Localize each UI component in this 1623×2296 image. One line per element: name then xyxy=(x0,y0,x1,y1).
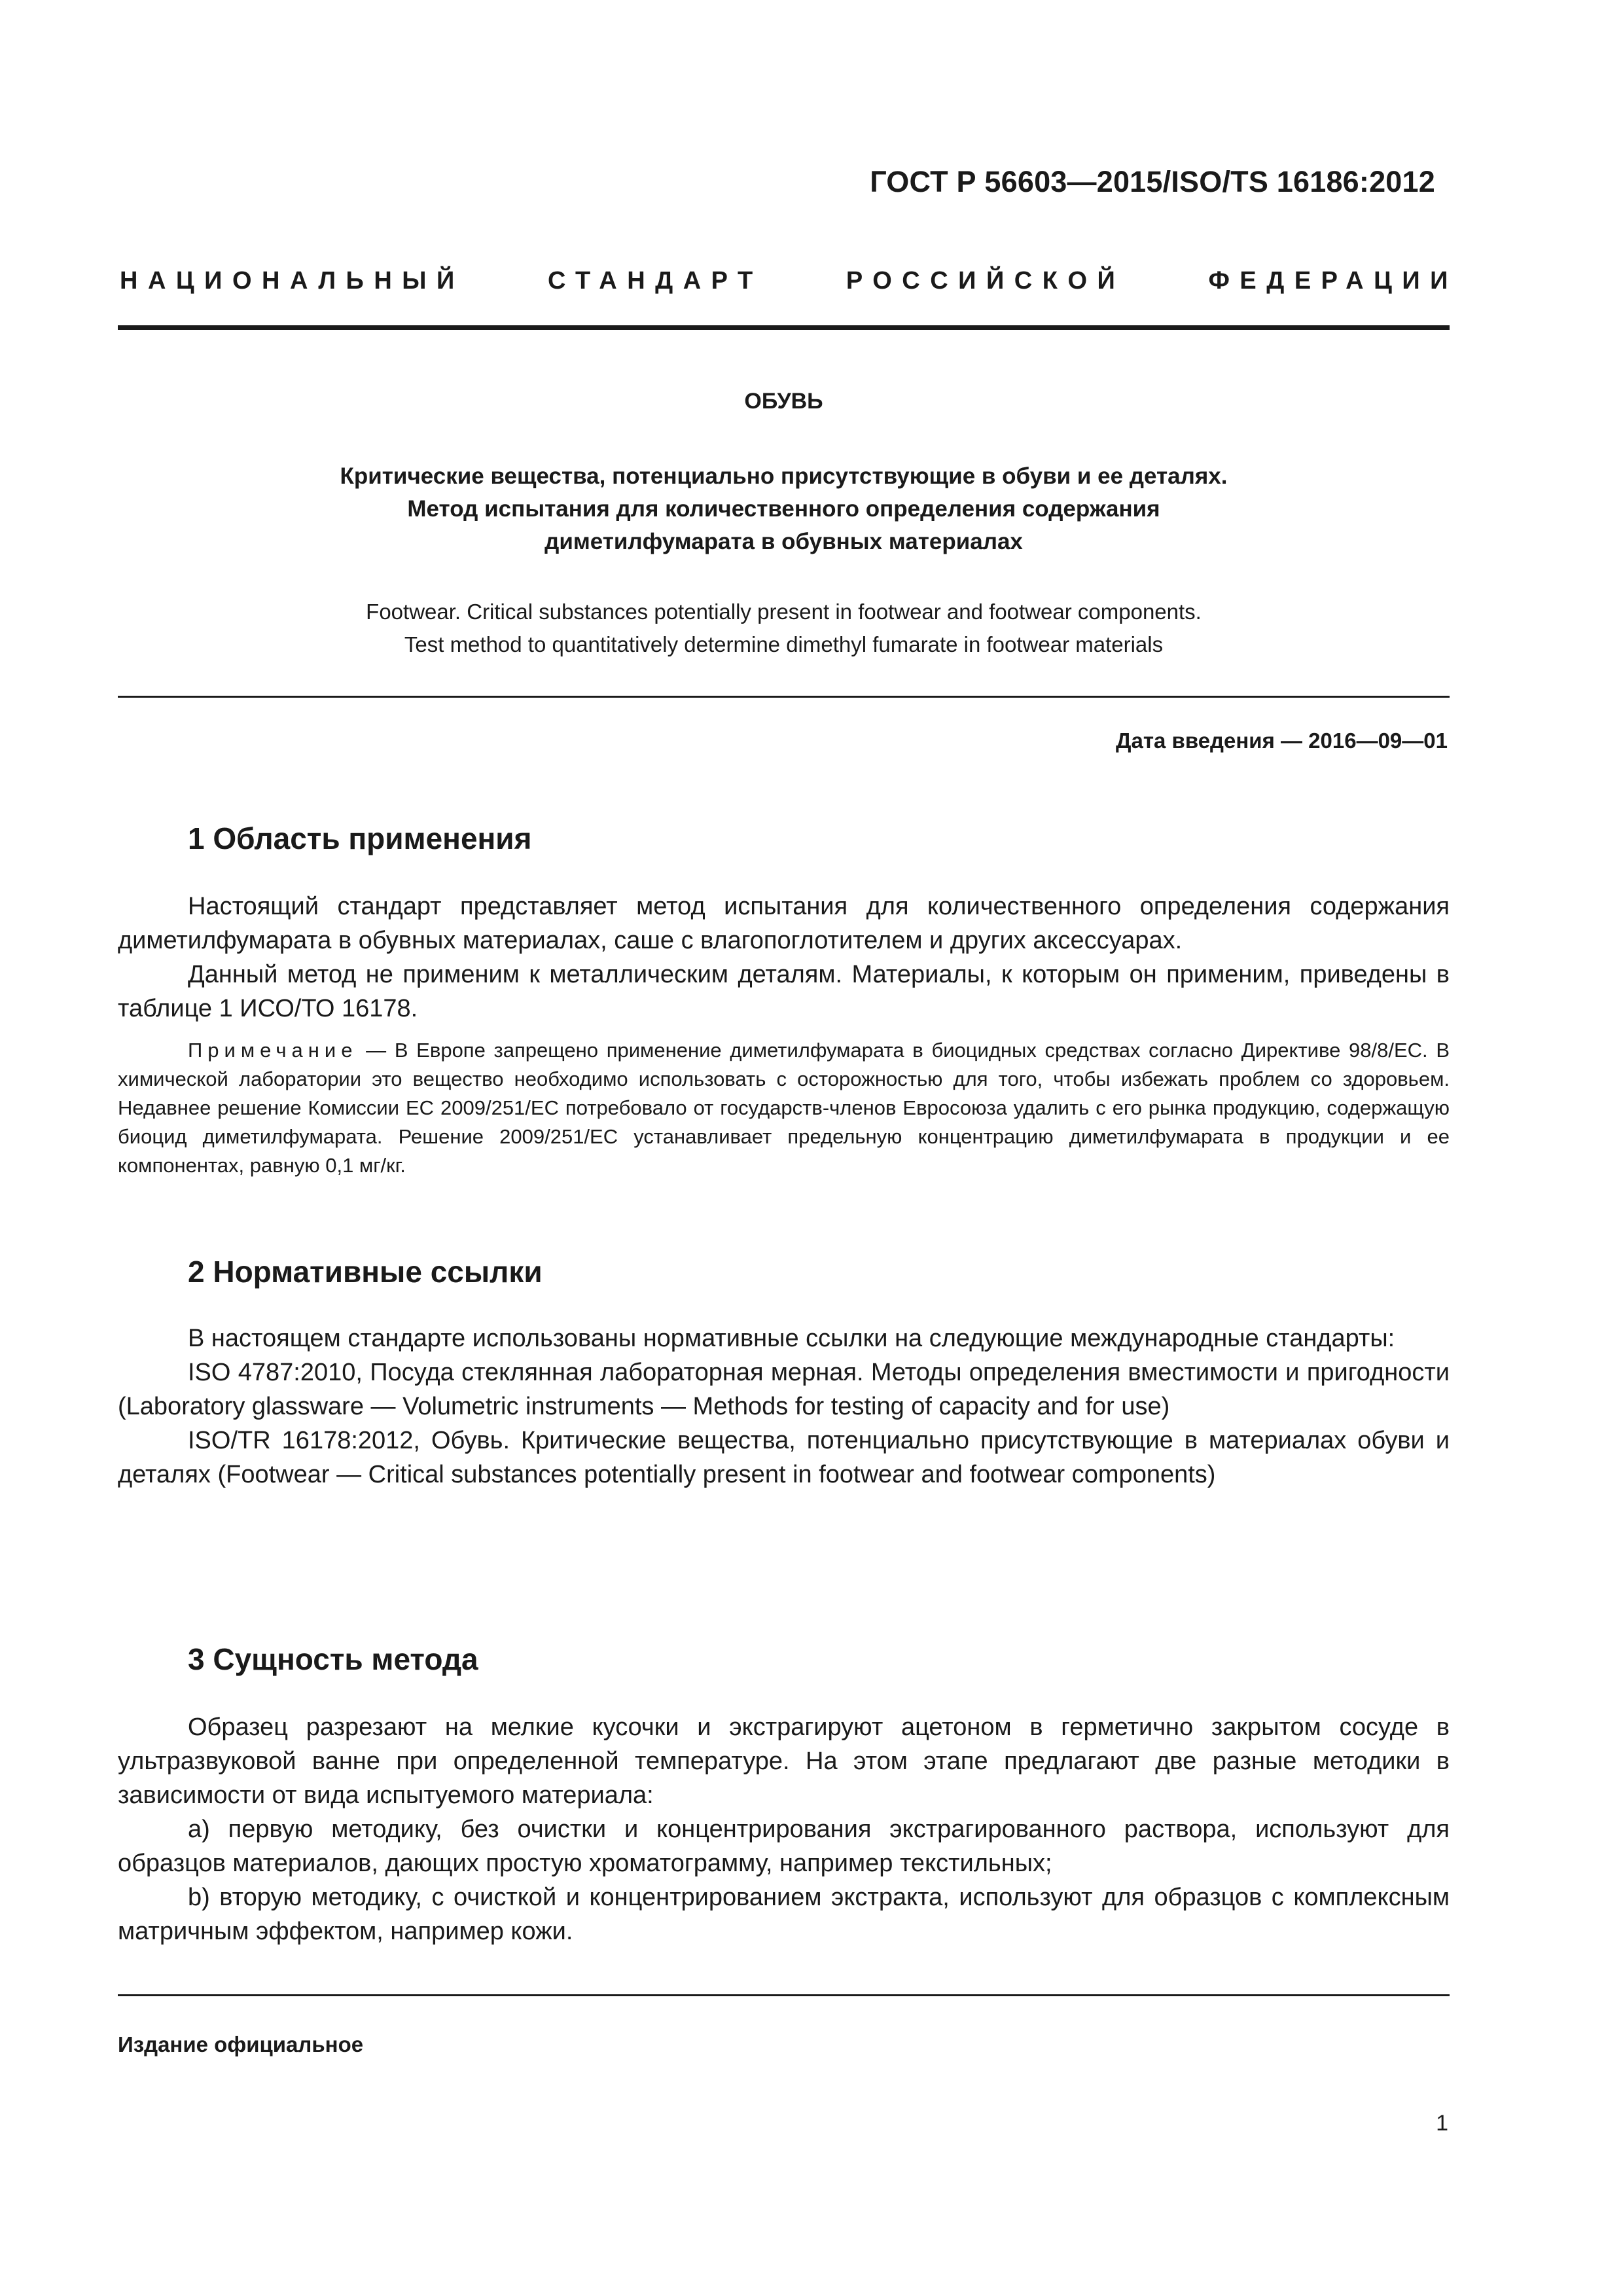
english-title-line-1: Footwear. Critical substances potentially present in footwear and footwear components. xyxy=(366,600,1202,624)
header-divider xyxy=(118,325,1450,330)
document-title: ОБУВЬ xyxy=(744,389,823,414)
document-number: ГОСТ Р 56603—2015/ISO/TS 16186:2012 xyxy=(870,165,1435,198)
banner-word-2: СТАНДАРТ xyxy=(547,267,763,295)
subtitle-line-2: Метод испытания для количественного определения содержания xyxy=(407,496,1160,522)
list-item-b: b) вторую методику, с очисткой и концентрированием экстракта, используют для образцов с комплексным матричным эффектом, например кожи. xyxy=(118,1884,1450,1945)
subtitle-line-3: диметилфумарата в обувных материалах xyxy=(544,529,1023,554)
title-divider xyxy=(118,696,1450,698)
official-edition-label: Издание официальное xyxy=(118,2032,364,2056)
national-standard-banner xyxy=(120,267,1458,295)
paragraph: Образец разрезают на мелкие кусочки и экстрагируют ацетоном в герметично закрытом сосуде в ультразвуковой ванне при определенной температуре. На этом этапе предлагают две разные методики в зависимости от вида испытуемого материала: xyxy=(118,1713,1450,1809)
section-method-principle xyxy=(118,1640,1450,1948)
note-label: Примечание xyxy=(188,1039,358,1062)
paragraph: В настоящем стандарте использованы нормативные ссылки на следующие международные стандарты: xyxy=(188,1325,1395,1352)
section-heading: 1 Область применения xyxy=(188,821,532,855)
reference-iso-4787: ISO 4787:2010, Посуда стеклянная лабораторная мерная. Методы определения вместимости и пригодности (Laboratory glassware — Volumetric instruments — Methods for testing of capacity and for use) xyxy=(118,1359,1450,1420)
section-scope xyxy=(118,819,1450,1180)
document-subtitle xyxy=(118,460,1450,558)
note-text: — В Европе запрещено применение диметилфумарата в биоцидных средствах согласно Директиве 98/8/ЕС. В химической лаборатории это вещество необходимо использовать с осторожностью для того, чтобы избежать проблем со здоровьем. Недавнее решение Комиссии ЕС 2009/251/ЕС потребовало от государств-членов Евросоюза удалить с его рынка продукцию, содержащую биоцид диметилфумарата. Решение 2009/251/ЕС устанавливает предельную концентрацию диметилфумарата в продукции и ее компонентах, равную 0,1 мг/кг. xyxy=(118,1039,1450,1177)
paragraph: Данный метод не применим к металлическим деталям. Материалы, к которым он применим, приведены в таблице 1 ИСО/ТО 16178. xyxy=(118,961,1450,1022)
page-number: 1 xyxy=(1436,2111,1448,2136)
list-item-a: а) первую методику, без очистки и концентрирования экстрагированного раствора, используют для образцов материалов, дающих простую хроматограмму, например текстильных; xyxy=(118,1816,1450,1877)
subtitle-line-1: Критические вещества, потенциально присутствующие в обуви и ее деталях. xyxy=(340,463,1228,489)
banner-word-4: ФЕДЕРАЦИИ xyxy=(1208,267,1458,295)
note xyxy=(118,1036,1450,1180)
banner-word-3: РОССИЙСКОЙ xyxy=(846,267,1126,295)
banner-word-1: НАЦИОНАЛЬНЫЙ xyxy=(120,267,465,295)
section-heading: 2 Нормативные ссылки xyxy=(188,1255,543,1289)
section-normative-references xyxy=(118,1252,1450,1492)
reference-iso-tr-16178: ISO/TR 16178:2012, Обувь. Критические вещества, потенциально присутствующие в материалах обуви и деталях (Footwear — Critical substances potentially present in footwear and footwear components) xyxy=(118,1427,1450,1488)
footer-divider xyxy=(118,1994,1450,1996)
paragraph: Настоящий стандарт представляет метод испытания для количественного определения содержания диметилфумарата в обувных материалах, саше с влагопоглотителем и других аксессуарах. xyxy=(118,893,1450,954)
introduction-date: Дата введения — 2016—09—01 xyxy=(1116,728,1448,753)
english-title xyxy=(118,596,1450,661)
english-title-line-2: Test method to quantitatively determine dimethyl fumarate in footwear materials xyxy=(404,632,1164,656)
section-heading: 3 Сущность метода xyxy=(188,1642,478,1676)
